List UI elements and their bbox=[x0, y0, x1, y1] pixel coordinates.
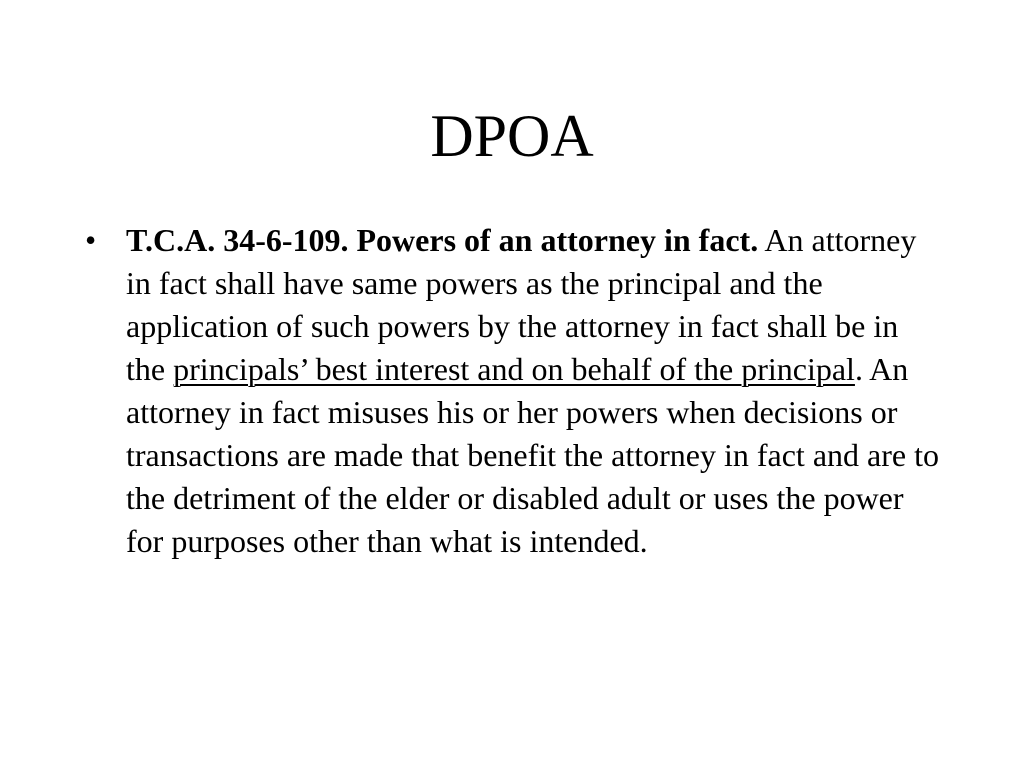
bullet-text-part-2: . An attorney in fact misuses his or her powers when decisions or transactions are made that benefit the attorney in fact and are to the detriment of the elder or disabled adult or uses the power for purposes other than what is intended. bbox=[126, 351, 939, 559]
bullet-marker-icon: • bbox=[85, 222, 97, 258]
slide-body bbox=[85, 219, 940, 563]
bullet-item bbox=[85, 219, 940, 563]
slide-title: DPOA bbox=[430, 103, 594, 169]
underlined-phrase: principals’ best interest and on behalf of the principal bbox=[173, 351, 855, 387]
bullet-text bbox=[126, 222, 939, 559]
statute-citation: T.C.A. 34-6-109. Powers of an attorney in fact. bbox=[126, 222, 759, 258]
bullet-text-part-1: An attorney in fact shall have same powers as the principal and the application of such powers by the attorney in fact shall be in the bbox=[126, 222, 917, 387]
